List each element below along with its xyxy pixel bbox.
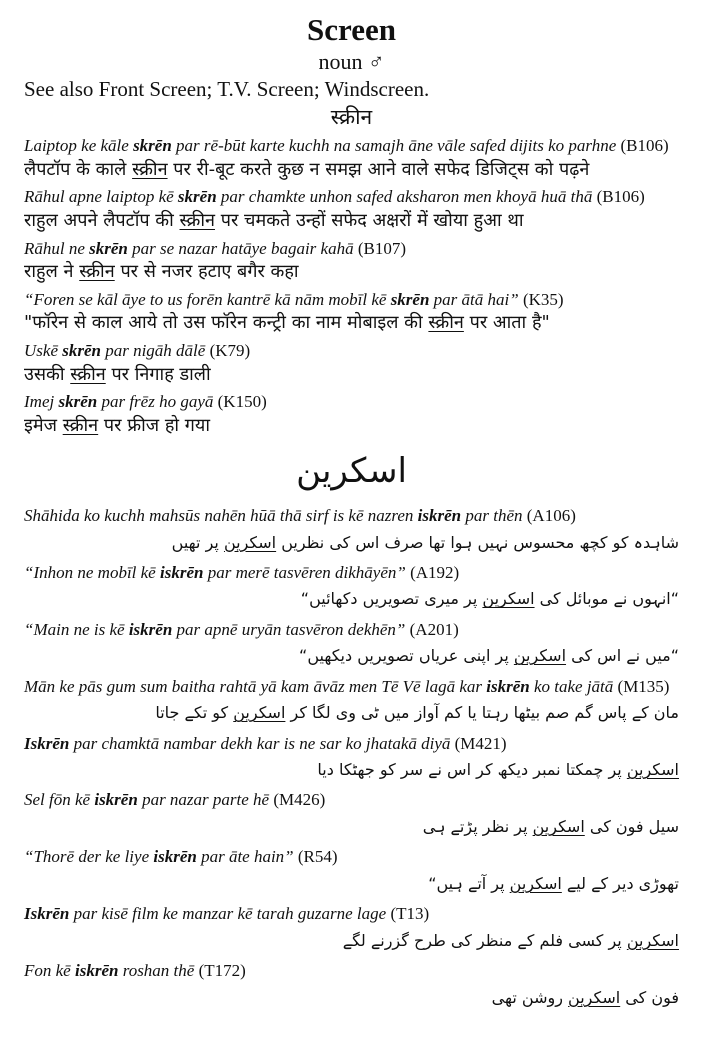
keyword-bold: skrēn [89,238,128,258]
hindi-post: पर आता है" [463,312,550,334]
source-ref: (M421) [454,733,507,753]
keyword-underlined: स्क्रीन [428,312,464,334]
hindi-post: पर निगाह डाली [105,363,211,385]
source-ref: (K35) [522,289,564,309]
urdu-post: پر اپنی عریاں تصویریں دیکھیں“ [299,646,514,666]
hindi-example [24,341,679,386]
hindi-translation-line [24,363,679,386]
translit-post: par thēn [461,505,527,525]
urdu-example [24,847,679,895]
keyword-bold: Iskrēn [24,733,70,753]
keyword-underlined: اسکرین [509,874,562,894]
transliteration-line [24,847,679,868]
transliteration-line [24,239,679,260]
translit-pre: Sel fōn kē [24,790,95,810]
hindi-pre: "फॉरेन से काल आये तो उस फॉरेन कन्ट्री का नाम मोबाइल की [24,312,429,334]
transliteration-line [24,790,679,811]
keyword-bold: iskrēn [128,619,173,639]
urdu-post: پر کسی فلم کے منظر کی طرح گزرنے لگے [342,931,627,950]
transliteration-line [24,506,679,527]
urdu-post: روشن تھی [491,987,569,1007]
keyword-bold: skrēn [133,136,172,156]
transliteration-line [24,961,679,982]
part-of-speech-line [24,49,679,74]
urdu-translation-line [24,758,679,781]
keyword-bold: skrēn [177,187,217,207]
source-ref: (T13) [390,904,430,924]
source-ref: (A106) [526,505,576,525]
urdu-pre: مان کے پاس گم صم بیٹھا رہتا یا کم آواز میں ٹی وی لگا کر [285,703,679,723]
source-ref: (M426) [273,790,326,810]
urdu-pre: “انہوں نے موبائل کی [534,589,679,609]
hindi-translation-line [24,414,679,437]
urdu-pre: فون کی [620,987,679,1007]
translit-post: par apnē uryān tasvēron dekhēn” [172,619,410,639]
translit-pre: Laiptop ke kāle [24,136,134,156]
urdu-translation-line [24,815,679,838]
urdu-post: پر آتے ہیں“ [428,874,510,894]
urdu-translation-line [24,701,679,724]
urdu-post: پر تھیں [171,532,224,552]
urdu-post: پر میری تصویریں دکھائیں“ [300,589,483,609]
source-ref: (K150) [217,391,267,411]
keyword-underlined: اسکرین [233,703,286,723]
keyword-underlined: اسکرین [532,817,585,837]
hindi-translation-line [24,209,679,232]
hindi-translation-line [24,311,679,334]
keyword-underlined: اسکرین [223,532,277,552]
urdu-example [24,961,679,1009]
hindi-pre: राहुल अपने लैपटॉप की [24,210,180,232]
urdu-pre: “میں نے اس کی [566,646,679,666]
translit-pre: Mān ke pās gum sum baitha rahtā yā kam āvāz men Tē Vē lagā kar [24,676,487,696]
keyword-underlined: اسکرین [626,760,679,780]
source-ref: (A192) [410,562,460,582]
translit-pre: Fon kē [24,961,75,981]
hindi-translation-line [24,158,679,181]
transliteration-line [24,136,679,157]
transliteration-line [24,341,679,362]
urdu-pre: سیل فون کی [584,817,679,837]
source-ref: (T172) [198,961,246,981]
source-ref: (A201) [409,619,459,639]
hindi-section-header: स्क्रीन [330,105,373,130]
keyword-bold: iskrēn [159,562,204,582]
urdu-translation-line [24,531,679,554]
source-ref: (B106) [596,187,645,207]
translit-pre: Shāhida ko kuchh mahsūs nahēn hūā thā sirf is kē nazren [24,505,418,525]
urdu-translation-line [24,644,679,667]
transliteration-line [24,677,679,698]
hindi-example [24,187,679,232]
hindi-example [24,239,679,284]
urdu-example [24,904,679,952]
urdu-pre: شاہدہ کو کچھ محسوس نہیں ہوا تھا صرف اس کی نظریں [276,532,679,552]
keyword-underlined: اسکرین [568,987,621,1007]
translit-pre: “Main ne is kē [24,619,129,639]
transliteration-line [24,392,679,413]
translit-post: par se nazar hatāye bagair kahā [127,238,358,258]
keyword-bold: iskrēn [94,790,138,810]
urdu-post: پر چمکتا نمبر دیکھ کر اس نے سر کو جھٹکا دیا [317,760,627,780]
male-gender-icon: ♂ [368,48,385,74]
translit-pre: “Foren se kāl āye to us forēn kantrē kā nām mobīl kē [24,289,391,309]
translit-post: par chamkte unhon safed aksharon men khoyā huā thā [216,187,597,207]
source-ref: (B107) [357,238,407,258]
urdu-translation-line [24,587,679,610]
urdu-post: پر نظر پڑتے ہی [422,817,533,837]
urdu-example [24,734,679,782]
keyword-underlined: स्क्रीन [132,159,168,180]
source-ref: (R54) [297,847,338,867]
translit-pre: Rāhul ne [24,238,90,258]
keyword-underlined: اسکرین [626,931,679,950]
translit-pre: Imej [24,391,59,411]
hindi-pre: इमेज [24,414,63,436]
urdu-example [24,506,679,554]
keyword-underlined: स्क्रीन [70,363,106,385]
urdu-example [24,790,679,838]
hindi-post: पर से नजर हटाए बगैर कहा [114,261,299,283]
translit-pre: Rāhul apne laiptop kē [24,187,178,207]
transliteration-line [24,563,679,584]
translit-post: par ātā hai” [429,289,523,309]
source-ref: (K79) [209,340,251,360]
keyword-underlined: स्क्रीन [62,414,99,436]
urdu-pre: تھوڑی دیر کے لیے [561,874,679,894]
hindi-pre: राहुल ने [24,261,80,283]
keyword-bold: Iskrēn [24,904,70,924]
urdu-example [24,677,679,725]
translit-pre: Uskē [24,340,63,360]
transliteration-line [24,290,679,311]
hindi-post: पर री-बूट करते कुछ न समझ आने वाले सफेद डिजिट्स को पढ़ने [167,159,590,180]
part-of-speech: noun [318,48,363,74]
keyword-bold: iskrēn [417,505,462,525]
translit-post: ko take jātā [529,676,618,696]
see-also-line: See also Front Screen; T.V. Screen; Windscreen. [24,76,430,101]
hindi-example [24,290,679,335]
urdu-translation-line [24,986,679,1009]
transliteration-line [24,620,679,641]
keyword-bold: iskrēn [153,847,197,867]
translit-post: par kisē film ke manzar kē tarah guzarne lage [69,904,391,924]
keyword-bold: skrēn [62,340,101,360]
translit-pre: “Thorē der ke liye [24,847,154,867]
hindi-post: पर चमकते उन्हों सफेद अक्षरों में खोया हुआ था [215,210,524,232]
urdu-post: کو تکے جاتا [155,703,234,723]
hindi-example [24,392,679,437]
translit-post: par nazar parte hē [137,790,274,810]
translit-post: par merē tasvēren dikhāyēn” [203,562,411,582]
hindi-pre: उसकी [24,363,71,385]
source-ref: (M135) [617,676,670,696]
keyword-bold: skrēn [58,391,98,411]
hindi-translation-line [24,260,679,283]
urdu-translation-line [24,872,679,895]
urdu-example [24,620,679,668]
transliteration-line [24,904,679,925]
keyword-bold: iskrēn [74,961,119,981]
translit-post: roshan thē [118,961,199,981]
keyword-underlined: اسکرین [513,646,567,666]
translit-post: par rē-būt karte kuchh na samajh āne vāle safed dijits ko parhne [171,136,621,156]
urdu-section-header: اسکرین [296,451,407,492]
keyword-underlined: स्क्रीन [79,261,115,283]
keyword-bold: skrēn [390,289,430,309]
transliteration-line [24,734,679,755]
urdu-translation-line [24,929,679,952]
hindi-pre: लैपटॉप के काले [24,159,133,180]
keyword-bold: iskrēn [486,676,530,696]
source-ref: (B106) [620,136,669,156]
hindi-post: पर फ्रीज हो गया [98,414,210,436]
transliteration-line [24,187,679,208]
translit-pre: “Inhon ne mobīl kē [24,562,160,582]
urdu-example [24,563,679,611]
translit-post: par nigāh dālē [100,340,210,360]
headword-title: Screen [307,12,396,47]
keyword-underlined: اسکرین [482,589,535,609]
translit-post: par frēz ho gayā [97,391,218,411]
hindi-example [24,136,679,181]
translit-post: par chamktā nambar dekh kar is ne sar ko jhatakā diyā [69,733,455,753]
translit-post: par āte hain” [196,847,298,867]
keyword-underlined: स्क्रीन [179,210,215,232]
